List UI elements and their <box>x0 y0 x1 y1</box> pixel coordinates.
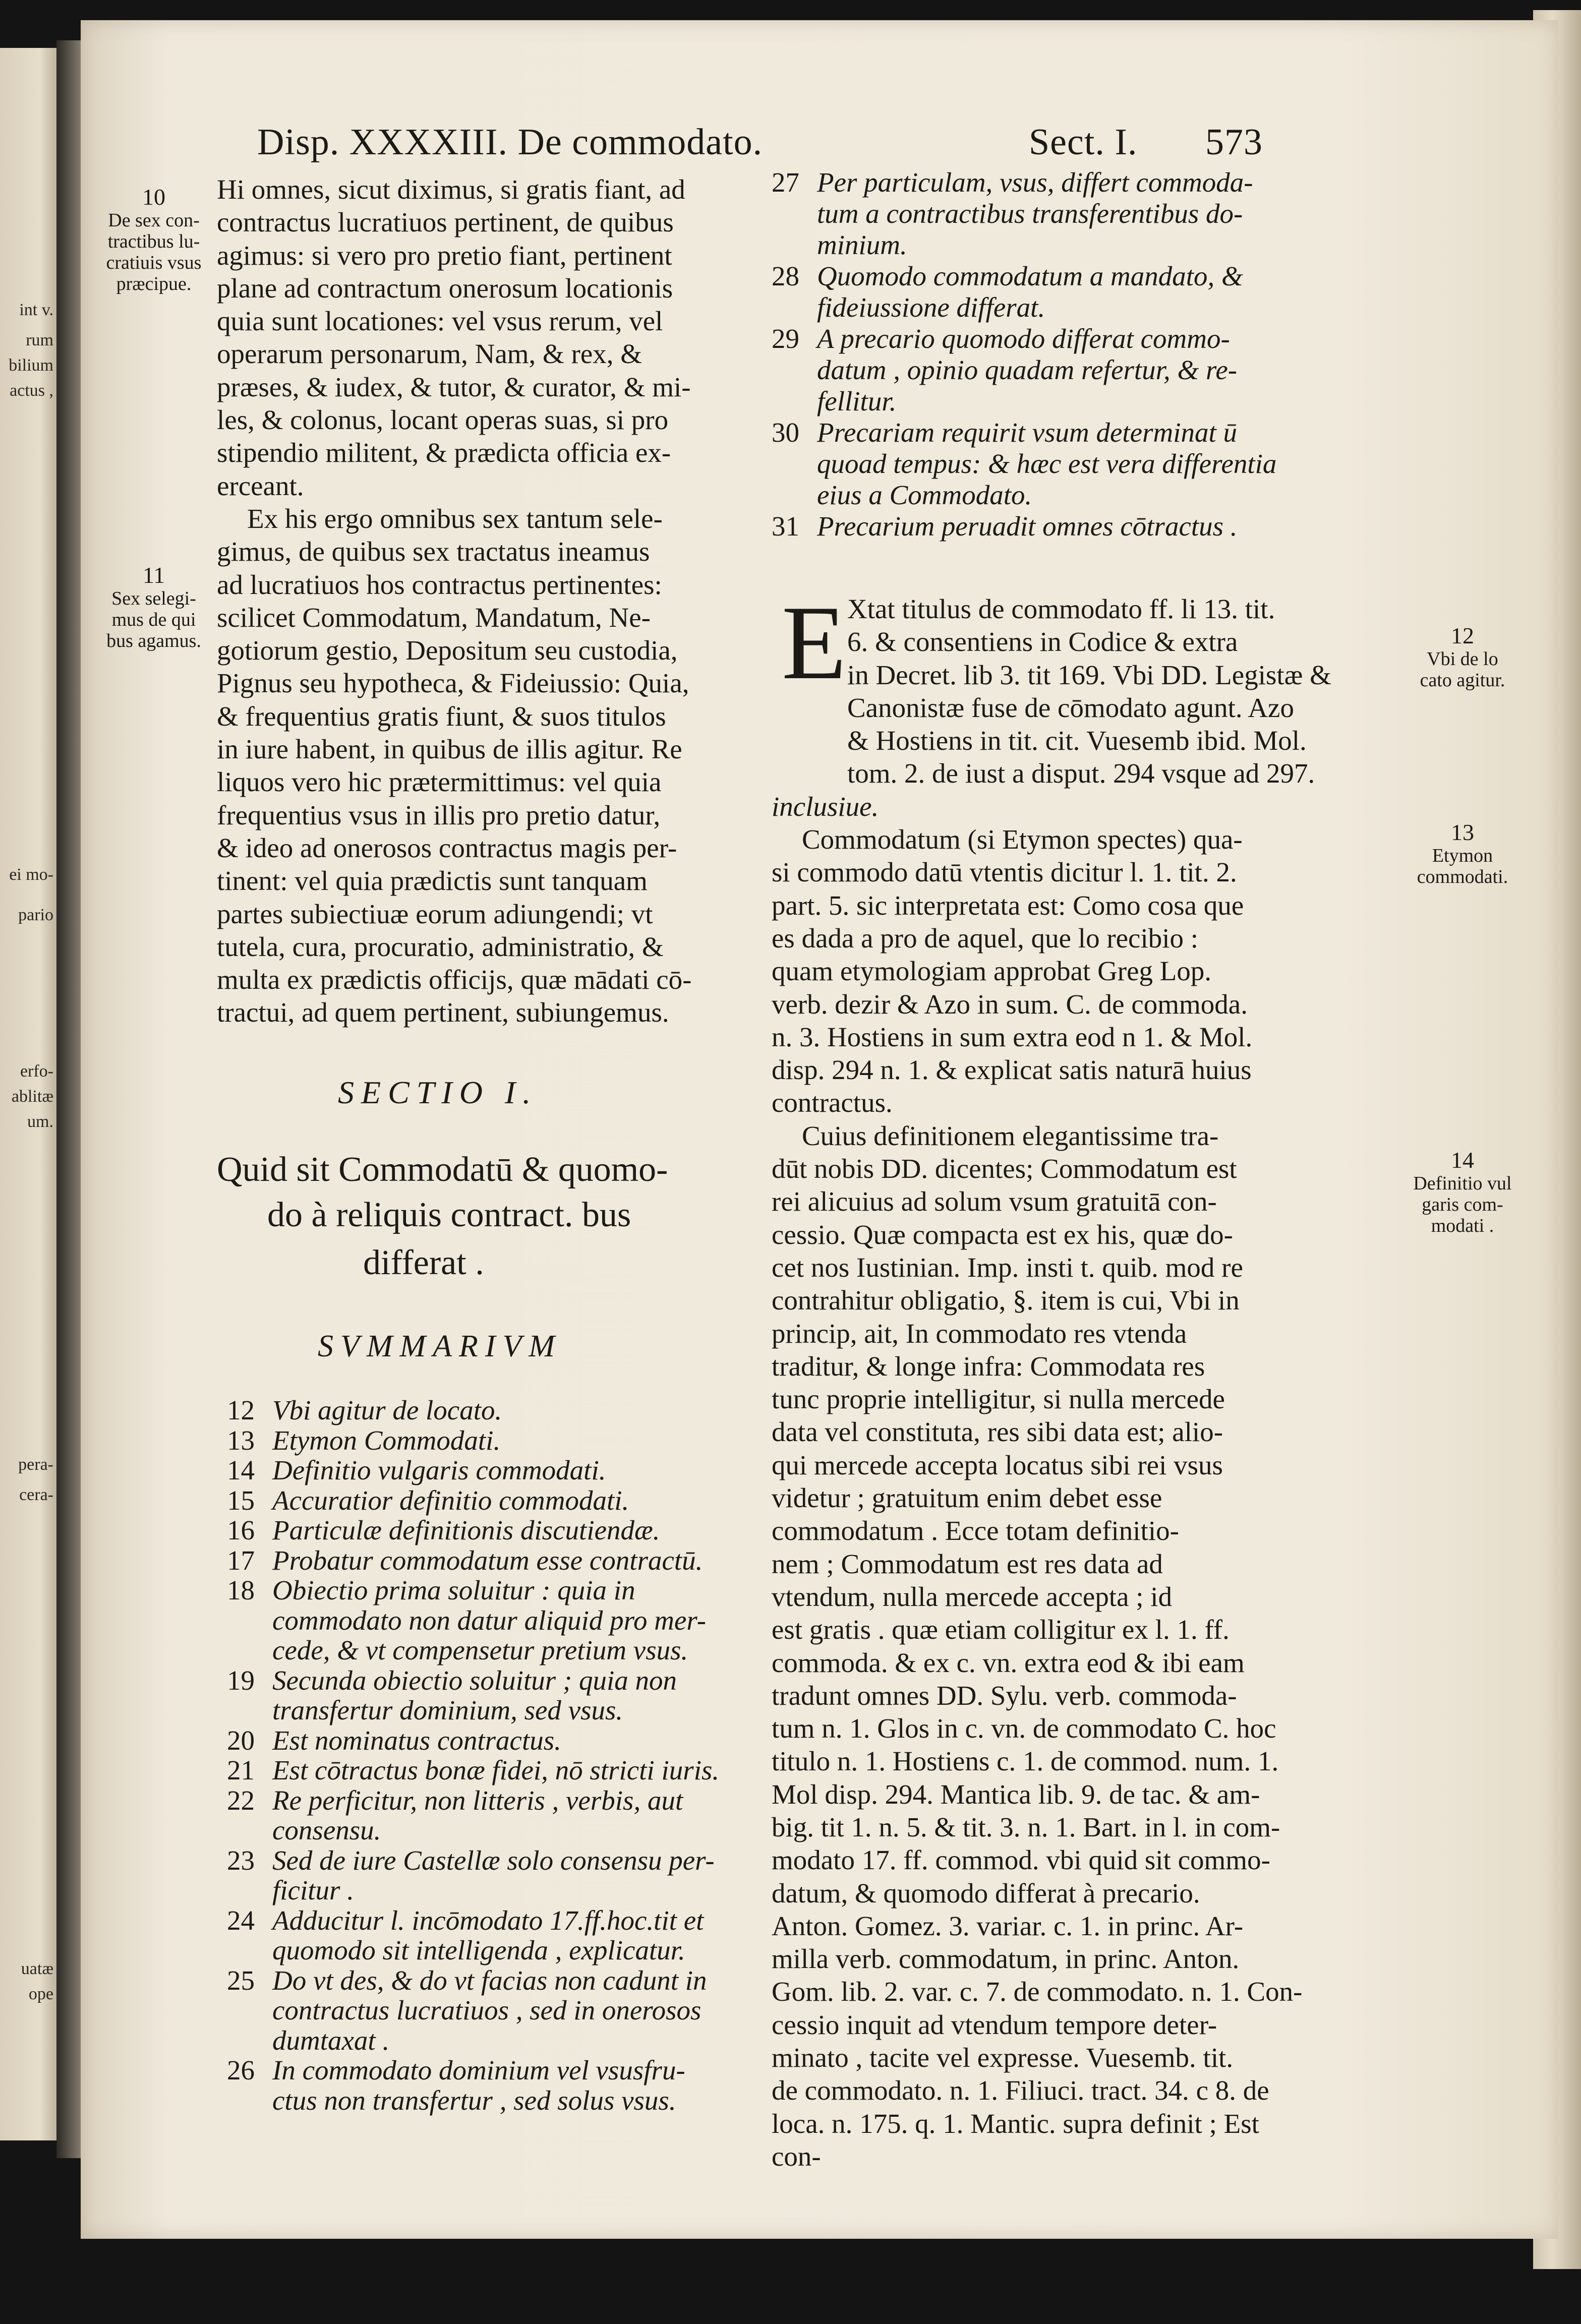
text-line: tutela, cura, procuratio, administratio, & <box>217 931 664 962</box>
summarium-number: 15 <box>227 1484 255 1516</box>
summarium-line <box>227 1754 719 1786</box>
summarium-number: 13 <box>227 1424 255 1456</box>
summarium-line <box>772 479 1032 511</box>
previous-page-fragment: pera- <box>18 1455 53 1474</box>
section-heading-line: differat . <box>363 1243 484 1282</box>
summarium-number: 29 <box>772 323 799 354</box>
summarium-line <box>227 1574 635 1606</box>
summarium-text: Precarium peruadit omnes cōtractus . <box>817 511 1238 542</box>
text-line: Hi omnes, sicut diximus, si gratis fiant, ad <box>217 174 685 205</box>
summarium-line <box>772 385 896 417</box>
summarium-text: contractus lucratiuos , sed in onerosos <box>272 1995 701 2025</box>
margin-note-number: 12 <box>1451 623 1474 648</box>
margin-note-text: Definitio vul garis com- modati . <box>1413 1173 1512 1236</box>
previous-page-edge <box>0 48 56 2140</box>
summarium-text: Vbi agitur de locato. <box>272 1395 502 1425</box>
summarium-text: cede, & vt compensetur pretium vsus. <box>272 1635 688 1665</box>
summarium-number: 16 <box>227 1515 255 1545</box>
summarium-text: Secunda obiectio soluitur ; quia non <box>272 1664 677 1696</box>
text-line: inclusiue. <box>772 791 879 822</box>
text-line: minato , tacite vel expresse. Vuesemb. tit. <box>772 2042 1234 2073</box>
text-line: n. 3. Hostiens in sum extra eod n 1. & Mol. <box>772 1021 1253 1052</box>
summarium-text: Sed de iure Castellæ solo consensu per- <box>272 1844 715 1876</box>
text-line: data vel constituta, res sibi data est; alio- <box>772 1416 1223 1448</box>
text-line: Ex his ergo omnibus sex tantum sele- <box>247 503 663 534</box>
text-line: operarum personarum, Nam, & rex, & <box>217 338 642 370</box>
summarium-text: ctus non transfertur , sed solus vsus. <box>272 2084 676 2116</box>
text-line: Mol disp. 294. Mantica lib. 9. de tac. & am- <box>772 1778 1260 1810</box>
previous-page-fragment: pario <box>18 906 53 924</box>
summarium-number: 31 <box>772 511 799 542</box>
summarium-text: Particulæ definitionis discutiendæ. <box>272 1515 660 1545</box>
text-line: de commodato. n. 1. Filiuci. tract. 34. c 8. de <box>772 2075 1269 2106</box>
summarium-text: Quomodo commodatum a mandato, & <box>817 261 1243 291</box>
summarium-text: Precariam requirit vsum determinat ū <box>817 417 1238 448</box>
text-line: scilicet Commodatum, Mandatum, Ne- <box>217 602 651 633</box>
summarium-text: eius a Commodato. <box>817 480 1032 510</box>
sectio-title: SECTIO I. <box>338 1075 538 1110</box>
margin-note <box>96 184 212 294</box>
summarium-line <box>772 510 1238 542</box>
text-line: ad lucratiuos hos contractus pertinentes: <box>217 569 662 600</box>
text-line: titulo n. 1. Hostiens c. 1. de commod. num. 1. <box>772 1746 1279 1777</box>
summarium-line <box>772 448 1276 480</box>
summarium-line <box>227 1514 660 1546</box>
text-line: in iure habent, in quibus de illis agitur. Re <box>217 734 682 765</box>
left-column-text <box>217 173 832 1029</box>
summarium-number: 22 <box>227 1784 255 1816</box>
margin-note-number: 13 <box>1451 819 1474 845</box>
text-line: tom. 2. de iust a disput. 294 vsque ad 297. <box>847 758 1315 789</box>
summarium-text: minium. <box>817 229 907 260</box>
text-line: es dada a pro de aquel, que lo recibio : <box>772 922 1199 954</box>
page-number: 573 <box>1205 122 1263 163</box>
text-line: quam etymologiam approbat Greg Lop. <box>772 956 1212 987</box>
summarium-text: quoad tempus: & hæc est vera differentia <box>817 448 1277 479</box>
text-line: princip, ait, In commodato res vtenda <box>772 1318 1187 1349</box>
text-line: stipendio militent, & prædicta officia ex- <box>217 437 671 468</box>
summarium-line <box>227 2084 676 2116</box>
summarium-number: 30 <box>772 417 799 448</box>
summarium-line <box>227 1484 629 1516</box>
text-line: con- <box>772 2140 821 2172</box>
text-line: tinent: vel quia prædictis sunt tanquam <box>217 865 648 897</box>
margin-note-text: Etymon commodati. <box>1417 845 1508 887</box>
summarium-line <box>227 1784 683 1816</box>
summarium-line <box>227 1994 701 2026</box>
text-line: & ideo ad onerosos contractus magis per- <box>217 832 677 863</box>
margin-note-text: Sex selegi- mus de qui bus agamus. <box>106 588 201 651</box>
text-line: 6. & consentiens in Codice & extra <box>847 626 1238 658</box>
margin-note-number: 10 <box>142 184 165 210</box>
right-column-text <box>772 584 1412 2173</box>
summarium-line <box>772 291 1045 323</box>
section-heading-line: do à reliquis contract. bus <box>267 1196 631 1234</box>
summarium-text: Adducitur l. incōmodato 17.ff.hoc.tit et <box>272 1904 704 1936</box>
summarium-number: 27 <box>772 167 799 198</box>
previous-page-fragment: int v. <box>19 301 53 319</box>
text-line: commoda. & ex c. vn. extra eod & ibi eam <box>772 1647 1245 1678</box>
summarium-line <box>227 1634 688 1666</box>
summarium-text: fellitur. <box>817 386 897 416</box>
book-page <box>81 20 1558 2239</box>
text-line: tunc proprie intelligitur, si nulla mercede <box>772 1384 1225 1415</box>
summarium-number: 23 <box>227 1844 255 1876</box>
summarium-line <box>227 1934 685 1966</box>
summarium-line <box>227 1604 706 1636</box>
text-line: multa ex prædictis officijs, quæ mādati cō- <box>217 964 692 995</box>
text-line: modato 17. ff. commod. vbi quid sit commo- <box>772 1844 1270 1876</box>
summarium-text: quomodo sit intelligenda , explicatur. <box>272 1935 685 1965</box>
summarium-line <box>772 260 1243 292</box>
previous-page-fragment: bilium <box>9 356 53 375</box>
summarium-line <box>772 416 1237 448</box>
summarium-line <box>227 1544 702 1576</box>
text-line: les, & colonus, locant operas suas, si pro <box>217 404 669 436</box>
previous-page-fragment: rum <box>26 331 53 349</box>
text-line: Gom. lib. 2. var. c. 7. de commodato. n. 1. Con- <box>772 1976 1303 2007</box>
summarium-line <box>227 1454 606 1486</box>
text-line: in Decret. lib 3. tit 169. Vbi DD. Legistæ & <box>847 659 1331 690</box>
previous-page-fragment: actus , <box>10 381 53 400</box>
summarium-text: fideiussione differat. <box>817 292 1045 323</box>
text-line: commodatum . Ecce totam definitio- <box>772 1515 1179 1546</box>
summarium-text: Est nominatus contractus. <box>272 1724 561 1756</box>
text-line: cessio inquit ad vtendum tempore deter- <box>772 2009 1217 2040</box>
text-line: gotiorum gestio, Depositum seu custodia, <box>217 635 678 666</box>
text-line: vtendum, nulla mercede accepta ; id <box>772 1581 1173 1612</box>
summarium-text: Est cōtractus bonæ fidei, nō stricti iuris. <box>272 1755 720 1785</box>
text-line: Canonistæ fuse de cōmodato agunt. Azo <box>847 692 1294 723</box>
summarium-text: commodato non datur aliquid pro mer- <box>272 1604 707 1636</box>
summarium-line <box>227 1904 704 1936</box>
summarium-number: 21 <box>227 1755 255 1785</box>
summarium-text: Re perficitur, non litteris , verbis, aut <box>272 1784 683 1816</box>
text-line: partes subiectiuæ eorum adiungendi; vt <box>217 898 653 929</box>
summarium-text: datum , opinio quadam refertur, & re- <box>817 354 1238 385</box>
section-heading-line: Quid sit Commodatū & quomo- <box>217 1150 668 1189</box>
summarium-line <box>227 1964 707 1996</box>
summarium-line <box>227 1664 677 1696</box>
summarium-line <box>227 1874 354 1906</box>
summarium-text: transfertur dominium, sed vsus. <box>272 1695 623 1725</box>
text-line: Xtat titulus de commodato ff. li 13. tit. <box>847 593 1275 624</box>
text-line: verb. dezir & Azo in sum. C. de commoda. <box>772 988 1248 1020</box>
margin-note-number: 14 <box>1451 1147 1474 1173</box>
text-line: contractus. <box>772 1087 893 1118</box>
text-line: rei alicuius ad solum vsum gratuitā con- <box>772 1186 1217 1217</box>
summarium-number: 24 <box>227 1904 255 1936</box>
text-line: & frequentius gratis fiunt, & suos titulos <box>217 700 666 732</box>
summarium-line <box>227 1694 623 1726</box>
summarium-text: Accuratior definitio commodati. <box>272 1484 629 1516</box>
margin-note <box>96 562 212 651</box>
summarium-text: Etymon Commodati. <box>272 1424 501 1456</box>
summarium-line <box>772 166 1253 198</box>
text-line: gimus, de quibus sex tractatus ineamus <box>217 536 650 567</box>
text-line: præses, & iudex, & tutor, & curator, & mi- <box>217 371 691 402</box>
text-line: Commodatum (si Etymon spectes) qua- <box>802 824 1243 855</box>
text-line: agimus: si vero pro pretio fiant, pertinent <box>217 240 672 271</box>
summarium-text: Probatur commodatum esse contractū. <box>272 1544 703 1576</box>
text-line: est gratis . quæ etiam colligitur ex l. 1. ff. <box>772 1614 1229 1645</box>
summarium-text: tum a contractibus transferentibus do- <box>817 198 1243 229</box>
text-line: tradunt omnes DD. Sylu. verb. commoda- <box>772 1680 1237 1711</box>
text-line: contrahitur obligatio, §. item is cui, Vbi in <box>772 1285 1240 1316</box>
summarium-number: 19 <box>227 1664 255 1696</box>
text-line: si commodo datū vtentis dicitur l. 1. tit. 2. <box>772 857 1237 888</box>
summarium-line <box>227 1814 381 1846</box>
summarium-line <box>227 1724 561 1756</box>
text-line: nem ; Commodatum est res data ad <box>772 1548 1163 1579</box>
text-line: datum, & quomodo differat à precario. <box>772 1877 1200 1909</box>
summarium-title: SVMMARIVM <box>318 1329 562 1363</box>
previous-page-fragment: erfo- <box>20 1062 53 1081</box>
previous-page-fragment: cera- <box>19 1485 53 1504</box>
text-line: big. tit 1. n. 5. & tit. 3. n. 1. Bart. in l. in com- <box>772 1811 1280 1842</box>
text-line: tum n. 1. Glos in c. vn. de commodato C. hoc <box>772 1713 1276 1744</box>
text-line: disp. 294 n. 1. & explicat satis naturā huius <box>772 1054 1252 1086</box>
drop-cap: E <box>782 584 847 701</box>
summarium-line <box>772 229 907 261</box>
summarium-text: dumtaxat . <box>272 2024 390 2056</box>
margin-note-number: 11 <box>142 562 165 588</box>
summarium-text: consensu. <box>272 1815 381 1845</box>
summarium-number: 17 <box>227 1544 255 1576</box>
previous-page-fragment: ei mo- <box>9 865 53 884</box>
text-line: loca. n. 175. q. 1. Mantic. supra definit ; Est <box>772 2108 1259 2139</box>
text-line: erceant. <box>217 470 304 501</box>
summarium-line <box>227 2054 685 2086</box>
summarium-text: Per particulam, vsus, differt commoda- <box>817 167 1253 198</box>
text-line: qui mercede accepta locatus sibi rei vsus <box>772 1449 1223 1480</box>
text-line: milla verb. commodatum, in princ. Anton. <box>772 1943 1240 1975</box>
text-line: quia sunt locationes: vel vsus rerum, vel <box>217 306 663 337</box>
summarium-number: 12 <box>227 1395 255 1425</box>
text-line: plane ad contractum onerosum locationis <box>217 272 673 304</box>
summarium-number: 18 <box>227 1575 255 1605</box>
text-line: Pignus seu hypotheca, & Fideiussio: Quia, <box>217 668 689 699</box>
margin-note <box>1397 625 1528 691</box>
previous-page-fragment: ope <box>28 1985 53 2003</box>
summarium-line <box>227 2024 389 2056</box>
previous-page-fragment: um. <box>27 1112 53 1131</box>
text-line: frequentius vsus in illis pro pretio datur, <box>217 799 661 830</box>
summarium-text: ficitur . <box>272 1875 354 1905</box>
text-line: & Hostiens in tit. cit. Vuesemb ibid. Mol. <box>847 725 1307 756</box>
summarium-text: Obiectio prima soluitur : quia in <box>272 1575 635 1605</box>
text-line: liquos vero hic prætermittimus: vel quia <box>217 766 662 798</box>
margin-note-text: De sex con- tractibus lu- cratiuis vsus præcipue. <box>106 210 202 294</box>
text-line: cessio. Quæ compacta est ex his, quæ do- <box>772 1219 1233 1250</box>
summarium-line <box>227 1424 500 1456</box>
text-line: dūt nobis DD. dicentes; Commodatum est <box>772 1153 1237 1184</box>
margin-note <box>1397 1147 1528 1236</box>
summarium-line <box>772 354 1237 386</box>
margin-note <box>1397 819 1528 887</box>
text-line: tractui, ad quem pertinent, subiungemus. <box>217 997 669 1028</box>
summarium-text: Do vt des, & do vt facias non cadunt in <box>272 1964 707 1996</box>
running-head-section: Sect. I. <box>1029 122 1138 163</box>
summarium-number: 20 <box>227 1724 255 1756</box>
summarium-text: Definitio vulgaris commodati. <box>272 1455 606 1485</box>
summarium-text: In commodato dominium vel vsusfru- <box>272 2055 685 2085</box>
text-line: traditur, & longe infra: Commodata res <box>772 1350 1205 1382</box>
text-line: cet nos Iustinian. Imp. insti t. quib. mod re <box>772 1252 1243 1283</box>
running-head-title: Disp. XXXXIII. De commodato. <box>257 122 763 163</box>
summarium-text: A precario quomodo differat commo- <box>817 323 1230 354</box>
summarium-number: 28 <box>772 261 799 291</box>
summarium-line <box>772 323 1230 354</box>
margin-note-text: Vbi de lo cato agitur. <box>1420 648 1505 691</box>
text-line: part. 5. sic interpretata est: Como cosa que <box>772 889 1244 921</box>
summarium-number: 26 <box>227 2055 255 2085</box>
text-line: videtur ; gratuitum enim debet esse <box>772 1482 1162 1514</box>
previous-page-fragment: ablitæ <box>11 1087 53 1106</box>
text-line: Anton. Gomez. 3. variar. c. 1. in princ. Ar- <box>772 1910 1244 1941</box>
summarium-line <box>227 1394 502 1426</box>
previous-page-fragment: uatæ <box>21 1959 53 1978</box>
text-line: Cuius definitionem elegantissime tra- <box>802 1120 1219 1151</box>
summarium-line <box>772 198 1243 229</box>
summarium-line <box>227 1844 715 1876</box>
summarium-number: 25 <box>227 1964 255 1996</box>
text-line: contractus lucratiuos pertinent, de quibus <box>217 207 674 238</box>
summarium-number: 14 <box>227 1455 255 1485</box>
